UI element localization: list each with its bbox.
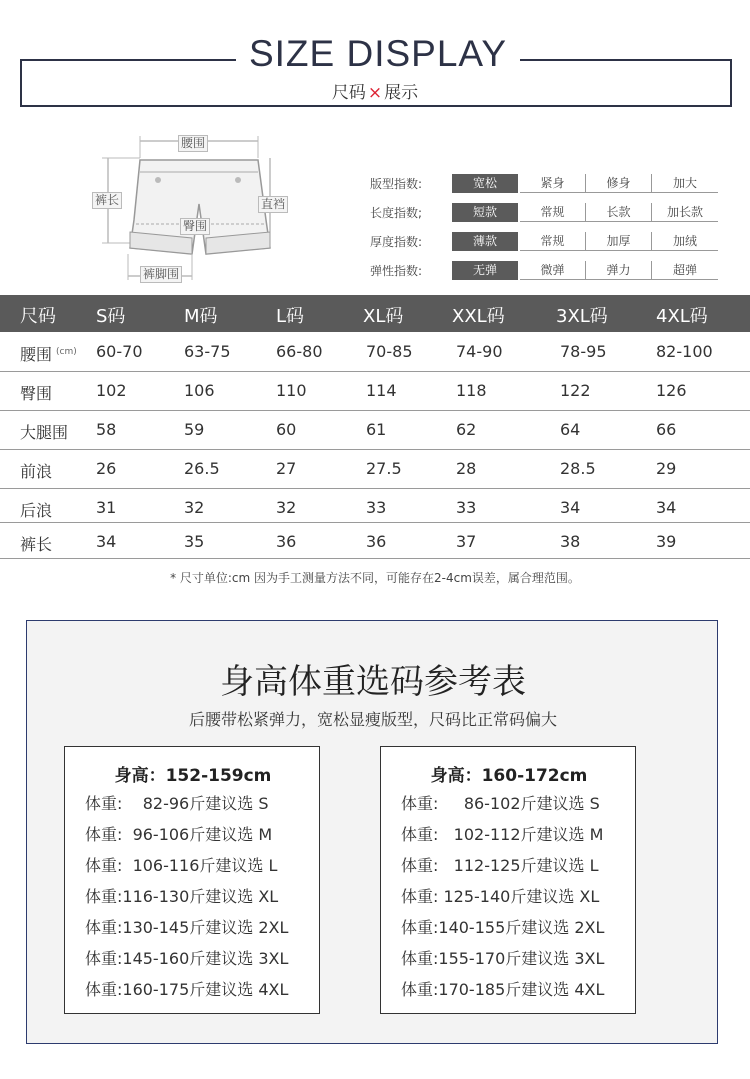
subtitle-mark: ×	[367, 83, 383, 103]
page-title: SIZE DISPLAY	[248, 33, 508, 74]
header-m: M码	[184, 306, 218, 327]
size-value: 63-75	[184, 342, 231, 361]
size-value: 66-80	[276, 342, 323, 361]
index-option: 加绒	[652, 232, 718, 251]
index-option: 常规	[520, 203, 586, 222]
weight-recommendation: 体重:116-130斤建议选 XL	[85, 887, 279, 906]
size-row	[0, 333, 750, 372]
size-value: 36	[366, 532, 387, 551]
weight-recommendation: 体重:170-185斤建议选 4XL	[401, 980, 605, 999]
size-value: 32	[276, 498, 297, 517]
weight-recommendation: 体重: 125-140斤建议选 XL	[401, 887, 600, 906]
size-value: 27.5	[366, 459, 402, 478]
header-size: 尺码	[20, 306, 56, 327]
size-value: 66	[656, 420, 677, 439]
label-hem: 裤脚围	[140, 266, 182, 283]
subtitle-left: 尺码	[331, 83, 366, 103]
label-inseam: 裤长	[92, 192, 122, 209]
size-value: 37	[456, 532, 477, 551]
reference-card-short	[64, 746, 320, 1014]
label-front-rise: 直裆	[258, 196, 288, 213]
size-value: 35	[184, 532, 205, 551]
weight-recommendation: 体重:130-145斤建议选 2XL	[85, 918, 289, 937]
size-value: 118	[456, 381, 487, 400]
index-option: 弹力	[586, 261, 652, 280]
header-s: S码	[96, 306, 126, 327]
size-table-header	[0, 295, 750, 332]
index-row-label: 厚度指数:	[370, 235, 423, 249]
size-row	[0, 411, 750, 450]
index-option: 宽松	[452, 174, 518, 193]
index-row-label: 版型指数:	[370, 177, 423, 191]
size-value: 122	[560, 381, 591, 400]
label-hip: 臀围	[180, 218, 210, 235]
weight-recommendation: 体重: 86-102斤建议选 S	[401, 794, 600, 813]
index-option: 加大	[652, 174, 718, 193]
size-value: 126	[656, 381, 687, 400]
index-row	[370, 201, 730, 223]
weight-recommendation: 体重: 102-112斤建议选 M	[401, 825, 604, 844]
size-value: 28.5	[560, 459, 596, 478]
card-height: 身高：152-159cm	[114, 766, 272, 786]
size-value: 78-95	[560, 342, 607, 361]
size-row	[0, 372, 750, 411]
weight-recommendation: 体重:160-175斤建议选 4XL	[85, 980, 289, 999]
size-row-label: 臀围	[20, 384, 53, 403]
index-row-label: 弹性指数:	[370, 264, 423, 278]
index-option: 超弹	[652, 261, 718, 280]
header-xl: XL码	[363, 306, 404, 327]
size-value: 82-100	[656, 342, 713, 361]
size-row	[0, 523, 750, 559]
index-option: 长款	[586, 203, 652, 222]
size-row-label: 腰围	[20, 345, 53, 364]
size-value: 31	[96, 498, 117, 517]
reference-card-tall	[380, 746, 636, 1014]
page-subtitle	[250, 78, 500, 103]
size-value: 33	[366, 498, 387, 517]
size-value: 34	[656, 498, 677, 517]
size-value: 70-85	[366, 342, 413, 361]
size-value: 29	[656, 459, 677, 478]
size-value: 60	[276, 420, 297, 439]
label-waist: 腰围	[178, 135, 208, 152]
index-option: 微弹	[520, 261, 586, 280]
size-reference-panel	[26, 620, 718, 1044]
index-row	[370, 259, 730, 281]
size-row-label: 大腿围	[20, 423, 69, 442]
size-value: 33	[456, 498, 477, 517]
size-value: 74-90	[456, 342, 503, 361]
size-value: 38	[560, 532, 581, 551]
header-l: L码	[276, 306, 305, 327]
subtitle-right: 展示	[384, 83, 419, 103]
index-option: 紧身	[520, 174, 586, 193]
index-row-label: 长度指数;	[370, 206, 423, 220]
weight-recommendation: 体重: 96-106斤建议选 M	[85, 825, 273, 844]
card-height: 身高：160-172cm	[430, 766, 588, 786]
size-unit: (cm)	[56, 347, 77, 357]
size-value: 64	[560, 420, 581, 439]
weight-recommendation: 体重:155-170斤建议选 3XL	[401, 949, 605, 968]
header-3xl: 3XL码	[556, 306, 608, 327]
header-4xl: 4XL码	[656, 306, 708, 327]
size-row-label: 前浪	[20, 462, 53, 481]
size-value: 102	[96, 381, 127, 400]
measurement-note: * 尺寸单位:cm 因为手工测量方法不同，可能存在2-4cm误差，属合理范围。	[170, 571, 580, 585]
size-value: 34	[96, 532, 117, 551]
index-option: 短款	[452, 203, 518, 222]
weight-recommendation: 体重: 82-96斤建议选 S	[85, 794, 269, 813]
size-value: 114	[366, 381, 397, 400]
shorts-diagram	[88, 128, 298, 288]
index-option: 薄款	[452, 232, 518, 251]
size-value: 106	[184, 381, 215, 400]
size-value: 58	[96, 420, 117, 439]
size-row-label: 裤长	[20, 535, 53, 554]
size-value: 110	[276, 381, 307, 400]
size-value: 26.5	[184, 459, 220, 478]
index-option: 常规	[520, 232, 586, 251]
weight-recommendation: 体重: 112-125斤建议选 L	[401, 856, 599, 875]
weight-recommendation: 体重: 106-116斤建议选 L	[85, 856, 278, 875]
size-value: 26	[96, 459, 117, 478]
size-value: 36	[276, 532, 297, 551]
size-row	[0, 450, 750, 489]
weight-recommendation: 体重:140-155斤建议选 2XL	[401, 918, 605, 937]
reference-subtitle: 后腰带松紧弹力，宽松显瘦版型，尺码比正常码偏大	[188, 710, 557, 729]
index-option: 修身	[586, 174, 652, 193]
size-value: 27	[276, 459, 297, 478]
index-option: 加长款	[652, 203, 718, 222]
index-row	[370, 230, 730, 252]
size-row	[0, 489, 750, 523]
size-value: 34	[560, 498, 581, 517]
size-value: 28	[456, 459, 477, 478]
header-xxl: XXL码	[452, 306, 505, 327]
size-value: 62	[456, 420, 477, 439]
size-value: 60-70	[96, 342, 143, 361]
reference-title: 身高体重选码参考表	[220, 662, 526, 702]
index-option: 加厚	[586, 232, 652, 251]
size-value: 59	[184, 420, 205, 439]
size-value: 61	[366, 420, 387, 439]
weight-recommendation: 体重:145-160斤建议选 3XL	[85, 949, 289, 968]
index-option: 无弹	[452, 261, 518, 280]
size-row-label: 后浪	[20, 501, 53, 520]
size-value: 32	[184, 498, 205, 517]
index-row	[370, 172, 730, 194]
size-value: 39	[656, 532, 677, 551]
